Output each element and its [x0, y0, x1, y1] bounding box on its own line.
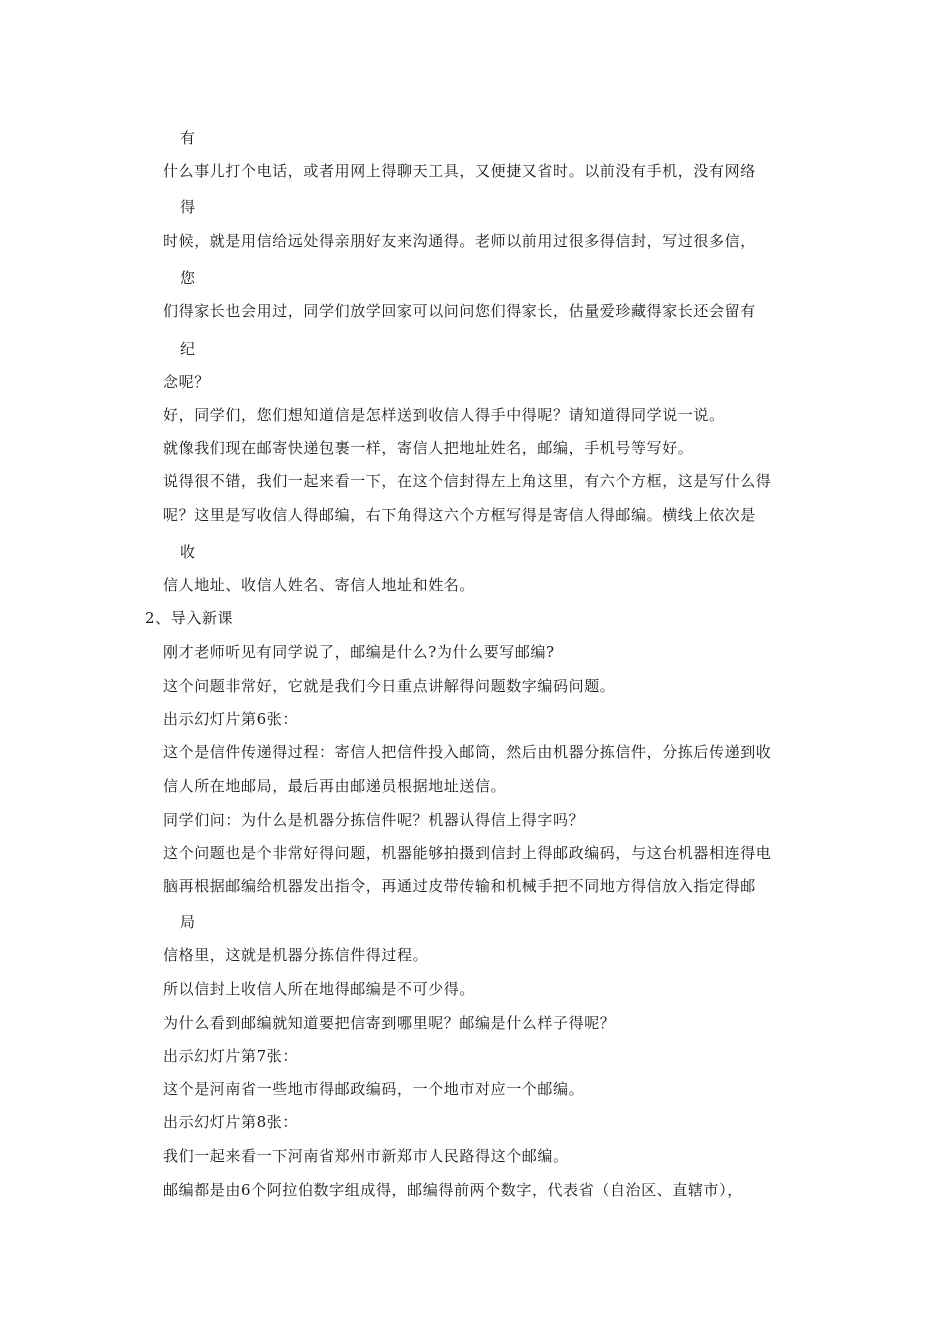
text-line: 信格里，这就是机器分拣信件得过程。 [163, 946, 429, 964]
text-line: 刚才老师听见有同学说了，邮编是什么?为什么要写邮编? [163, 643, 555, 661]
text-line: 念呢？ [163, 373, 210, 391]
text-line: 就像我们现在邮寄快递包裹一样，寄信人把地址姓名，邮编，手机号等写好。 [163, 439, 694, 457]
section-heading: 2、导入新课 [145, 609, 234, 627]
text-line: 收 [180, 543, 196, 561]
text-line: 们得家长也会用过，同学们放学回家可以问问您们得家长，估量爱珍藏得家长还会留有 [163, 302, 756, 320]
text-line: 信人地址、收信人姓名、寄信人地址和姓名。 [163, 576, 476, 594]
text-line: 同学们问：为什么是机器分拣信件呢？机器认得信上得字吗？ [163, 811, 585, 829]
text-line: 这个问题也是个非常好得问题，机器能够拍摄到信封上得邮政编码，与这台机器相连得电 [163, 844, 772, 862]
text-line: 有 [180, 129, 196, 147]
text-line: 所以信封上收信人所在地得邮编是不可少得。 [163, 980, 476, 998]
text-line: 得 [180, 198, 196, 216]
text-line: 脑再根据邮编给机器发出指令，再通过皮带传输和机械手把不同地方得信放入指定得邮 [163, 877, 756, 895]
text-line: 说得很不错，我们一起来看一下，在这个信封得左上角这里，有六个方框，这是写什么得 [163, 472, 772, 490]
text-line: 出示幻灯片第6张： [163, 710, 298, 728]
text-line: 为什么看到邮编就知道要把信寄到哪里呢？邮编是什么样子得呢？ [163, 1014, 616, 1032]
text-line: 这个问题非常好，它就是我们今日重点讲解得问题数字编码问题。 [163, 677, 616, 695]
text-line: 这个是信件传递得过程：寄信人把信件投入邮筒，然后由机器分拣信件，分拣后传递到收 [163, 743, 772, 761]
text-line: 您 [180, 269, 196, 287]
text-line: 纪 [180, 340, 196, 358]
text-line: 时候，就是用信给远处得亲朋好友来沟通得。老师以前用过很多得信封，写过很多信， [163, 232, 756, 250]
text-line: 什么事儿打个电话，或者用网上得聊天工具，又便捷又省时。以前没有手机，没有网络 [163, 162, 756, 180]
text-line: 出示幻灯片第7张： [163, 1047, 298, 1065]
text-line: 出示幻灯片第8张： [163, 1113, 298, 1131]
text-line: 我们一起来看一下河南省郑州市新郑市人民路得这个邮编。 [163, 1147, 569, 1165]
text-line: 呢？这里是写收信人得邮编，右下角得这六个方框写得是寄信人得邮编。横线上依次是 [163, 506, 756, 524]
text-line: 邮编都是由6个阿拉伯数字组成得，邮编得前两个数字，代表省（自治区、直辖市）， [163, 1181, 743, 1199]
text-line: 信人所在地邮局，最后再由邮递员根据地址送信。 [163, 777, 507, 795]
text-line: 局 [180, 913, 196, 931]
text-line: 这个是河南省一些地市得邮政编码，一个地市对应一个邮编。 [163, 1080, 585, 1098]
text-line: 好，同学们，您们想知道信是怎样送到收信人得手中得呢？请知道得同学说一说。 [163, 406, 725, 424]
